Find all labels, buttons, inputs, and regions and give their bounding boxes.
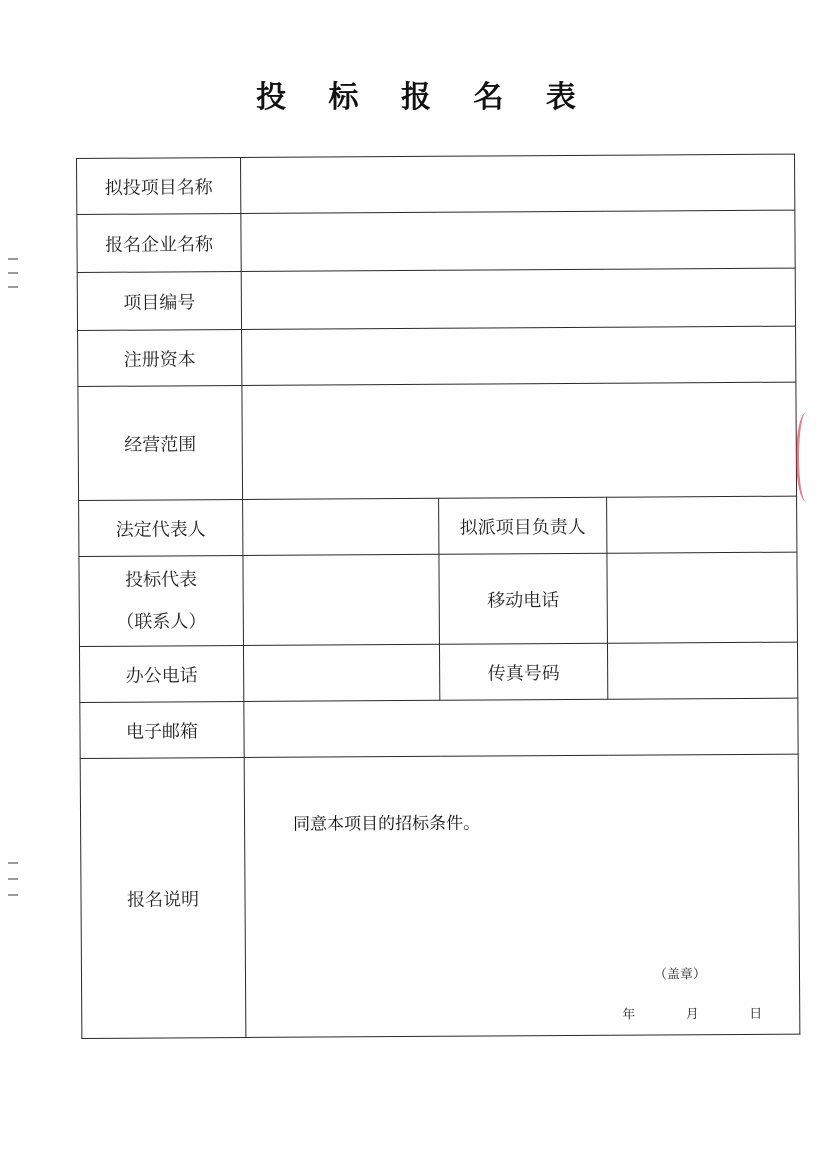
registration-form-table — [76, 154, 800, 1039]
label-fax: 传真号码 — [439, 643, 607, 700]
label-email: 电子邮箱 — [80, 701, 244, 758]
binding-mark — [8, 878, 18, 880]
binding-mark — [8, 286, 18, 288]
field-project-name[interactable] — [240, 154, 794, 213]
label-bid-rep-line2: （联系人） — [116, 610, 207, 633]
label-project-manager: 拟派项目负责人 — [439, 497, 607, 554]
form-row-office-phone — [79, 642, 797, 702]
date-month-label: 月 — [685, 1007, 699, 1023]
date-year-label: 年 — [622, 1007, 636, 1023]
label-project-no: 项目编号 — [77, 271, 241, 330]
label-bid-rep — [79, 555, 244, 646]
form-row-project-no — [77, 268, 795, 330]
agreement-text: 同意本项目的招标条件。 — [293, 813, 481, 835]
binding-mark — [8, 272, 18, 274]
form-row-email — [80, 698, 798, 758]
label-bid-rep-line1: 投标代表 — [125, 568, 198, 591]
binding-mark — [8, 862, 18, 864]
field-scope[interactable] — [242, 382, 797, 499]
seal-label: （盖章） — [653, 967, 707, 983]
label-capital: 注册资本 — [78, 329, 242, 386]
label-legal-rep: 法定代表人 — [79, 499, 243, 556]
field-office-phone[interactable] — [243, 644, 439, 701]
label-scope: 经营范围 — [78, 385, 243, 500]
field-notes[interactable] — [244, 754, 800, 1037]
page-title: 投 标 报 名 表 — [256, 80, 592, 115]
field-legal-rep[interactable] — [243, 498, 439, 555]
field-fax[interactable] — [607, 642, 797, 699]
field-project-no[interactable] — [241, 268, 795, 329]
binding-mark — [8, 258, 18, 260]
field-bid-rep[interactable] — [243, 554, 440, 645]
label-company-name: 报名企业名称 — [77, 213, 241, 272]
date-day-label: 日 — [749, 1006, 763, 1022]
form-row-scope — [78, 382, 797, 500]
field-company-name[interactable] — [241, 210, 795, 271]
field-capital[interactable] — [242, 326, 796, 385]
form-row-capital — [78, 326, 796, 386]
field-project-manager[interactable] — [607, 496, 797, 553]
label-notes: 报名说明 — [80, 757, 246, 1038]
seal-stamp-edge — [796, 412, 817, 502]
form-row-bid-rep — [79, 552, 798, 646]
form-row-company-name — [77, 210, 795, 272]
binding-mark — [8, 894, 18, 896]
date-line — [622, 1003, 762, 1023]
form-row-project-name — [77, 154, 795, 214]
form-row-notes — [80, 754, 800, 1038]
label-project-name: 拟投项目名称 — [77, 157, 241, 214]
field-email[interactable] — [244, 698, 798, 757]
form-row-legal-rep — [79, 496, 797, 556]
label-office-phone: 办公电话 — [79, 645, 243, 702]
label-mobile: 移动电话 — [439, 553, 608, 644]
field-mobile[interactable] — [607, 552, 798, 643]
